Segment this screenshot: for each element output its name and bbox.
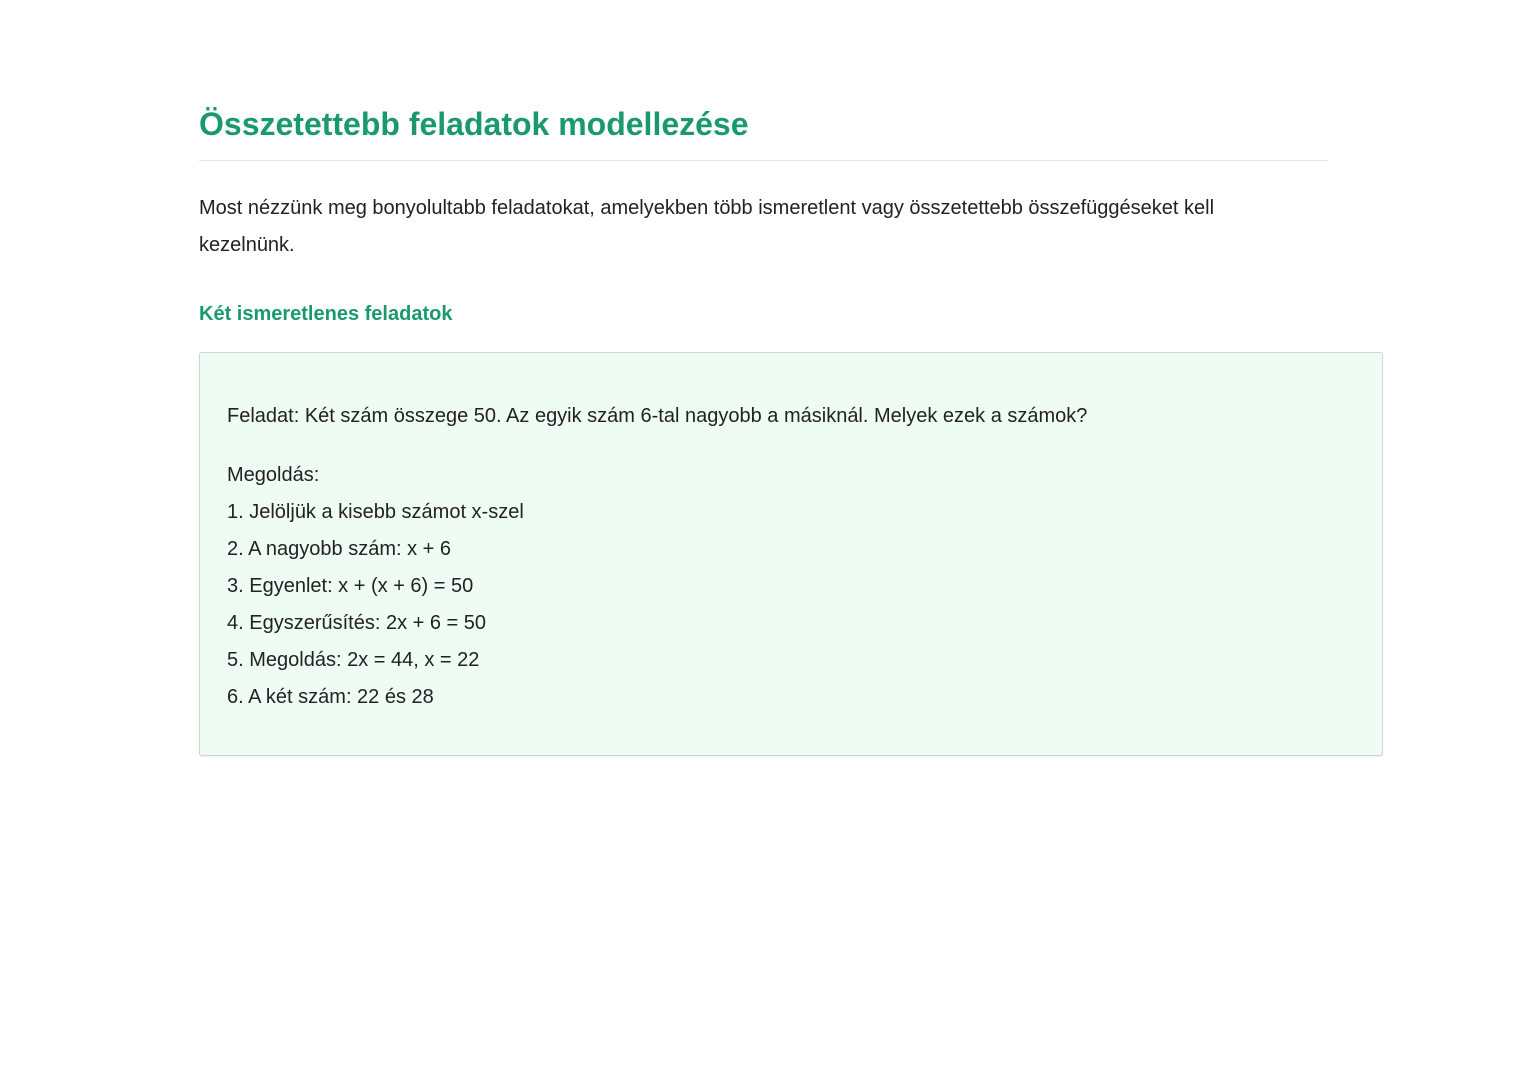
- solution-step: 4. Egyszerűsítés: 2x + 6 = 50: [227, 612, 487, 634]
- task-box: [199, 352, 1383, 756]
- task-statement: Feladat: Két szám összege 50. Az egyik szám 6-tal nagyobb a másiknál. Melyek ezek a számok?: [227, 405, 1088, 427]
- solution-step: 5. Megoldás: 2x = 44, x = 22: [227, 649, 480, 671]
- solution-step: 3. Egyenlet: x + (x + 6) = 50: [227, 575, 474, 597]
- solution-step: 6. A két szám: 22 és 28: [227, 686, 434, 708]
- solution-steps: [227, 494, 524, 716]
- solution-step: 1. Jelöljük a kisebb számot x-szel: [227, 501, 524, 523]
- solution-label: Megoldás:: [227, 464, 320, 486]
- page-title: Összetettebb feladatok modellezése: [199, 106, 749, 142]
- solution-step: 2. A nagyobb szám: x + 6: [227, 538, 452, 560]
- intro-paragraph: Most nézzünk meg bonyolultabb feladatokat, amelyekben több ismeretlent vagy összetettebb összefüggéseket kell kezelnünk.: [199, 197, 1215, 256]
- section-title: Két ismeretlenes feladatok: [199, 303, 453, 325]
- title-divider: [199, 160, 1328, 161]
